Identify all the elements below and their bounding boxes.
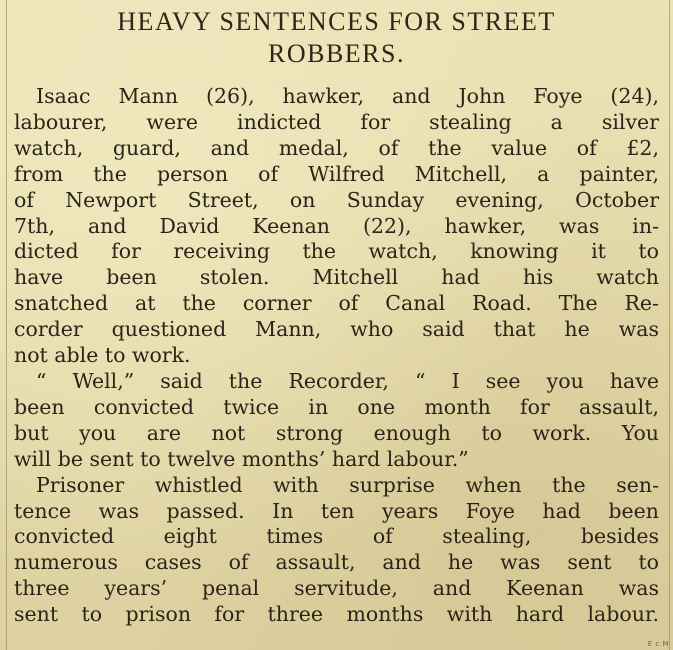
article-line: sent to prison for three months with hard labour. (14, 602, 659, 627)
article-line: convicted eight times of stealing, besides (14, 524, 659, 549)
article-line: “ Well,” said the Recorder, “ I see you have (36, 368, 659, 393)
article-line: Prisoner whistled with surprise when the sen- (36, 472, 659, 497)
article-line: not able to work. (14, 343, 191, 368)
paragraph-2 (14, 369, 659, 473)
article-body (14, 84, 659, 628)
right-border-rule (669, 0, 670, 650)
headline-line-1: HEAVY SENTENCES FOR STREET (117, 7, 556, 36)
article-line: from the person of Wilfred Mitchell, a painter, (14, 161, 659, 186)
article-line: three years’ penal servitude, and Keenan was (14, 576, 659, 601)
article-line: labourer, were indicted for stealing a silver (14, 109, 659, 134)
article-line: numerous cases of assault, and he was sent to (14, 550, 659, 575)
article-line: but you are not strong enough to work. You (14, 420, 659, 445)
article-line: Isaac Mann (26), hawker, and John Foye (24), (36, 84, 659, 108)
article-line: corder questioned Mann, who said that he was (14, 317, 659, 342)
article-line: tence was passed. In ten years Foye had been (14, 498, 659, 523)
paragraph-1 (14, 84, 659, 369)
article-line: have been stolen. Mitchell had his watch (14, 265, 659, 290)
article-line: been convicted twice in one month for assault, (14, 394, 659, 419)
headline (14, 6, 659, 70)
article-line: dicted for receiving the watch, knowing it to (14, 239, 659, 264)
paragraph-3 (14, 473, 659, 628)
left-border-rule (6, 0, 7, 650)
article-line: of Newport Street, on Sunday evening, October (14, 187, 659, 212)
scan-credit: E c M (647, 640, 669, 648)
article-line: 7th, and David Keenan (22), hawker, was in- (14, 213, 659, 238)
article-line: watch, guard, and medal, of the value of £2, (14, 135, 659, 160)
article-line: will be sent to twelve months’ hard labour.” (14, 446, 469, 471)
headline-line-2: ROBBERS. (268, 39, 405, 68)
article-line: snatched at the corner of Canal Road. The Re- (14, 291, 659, 316)
